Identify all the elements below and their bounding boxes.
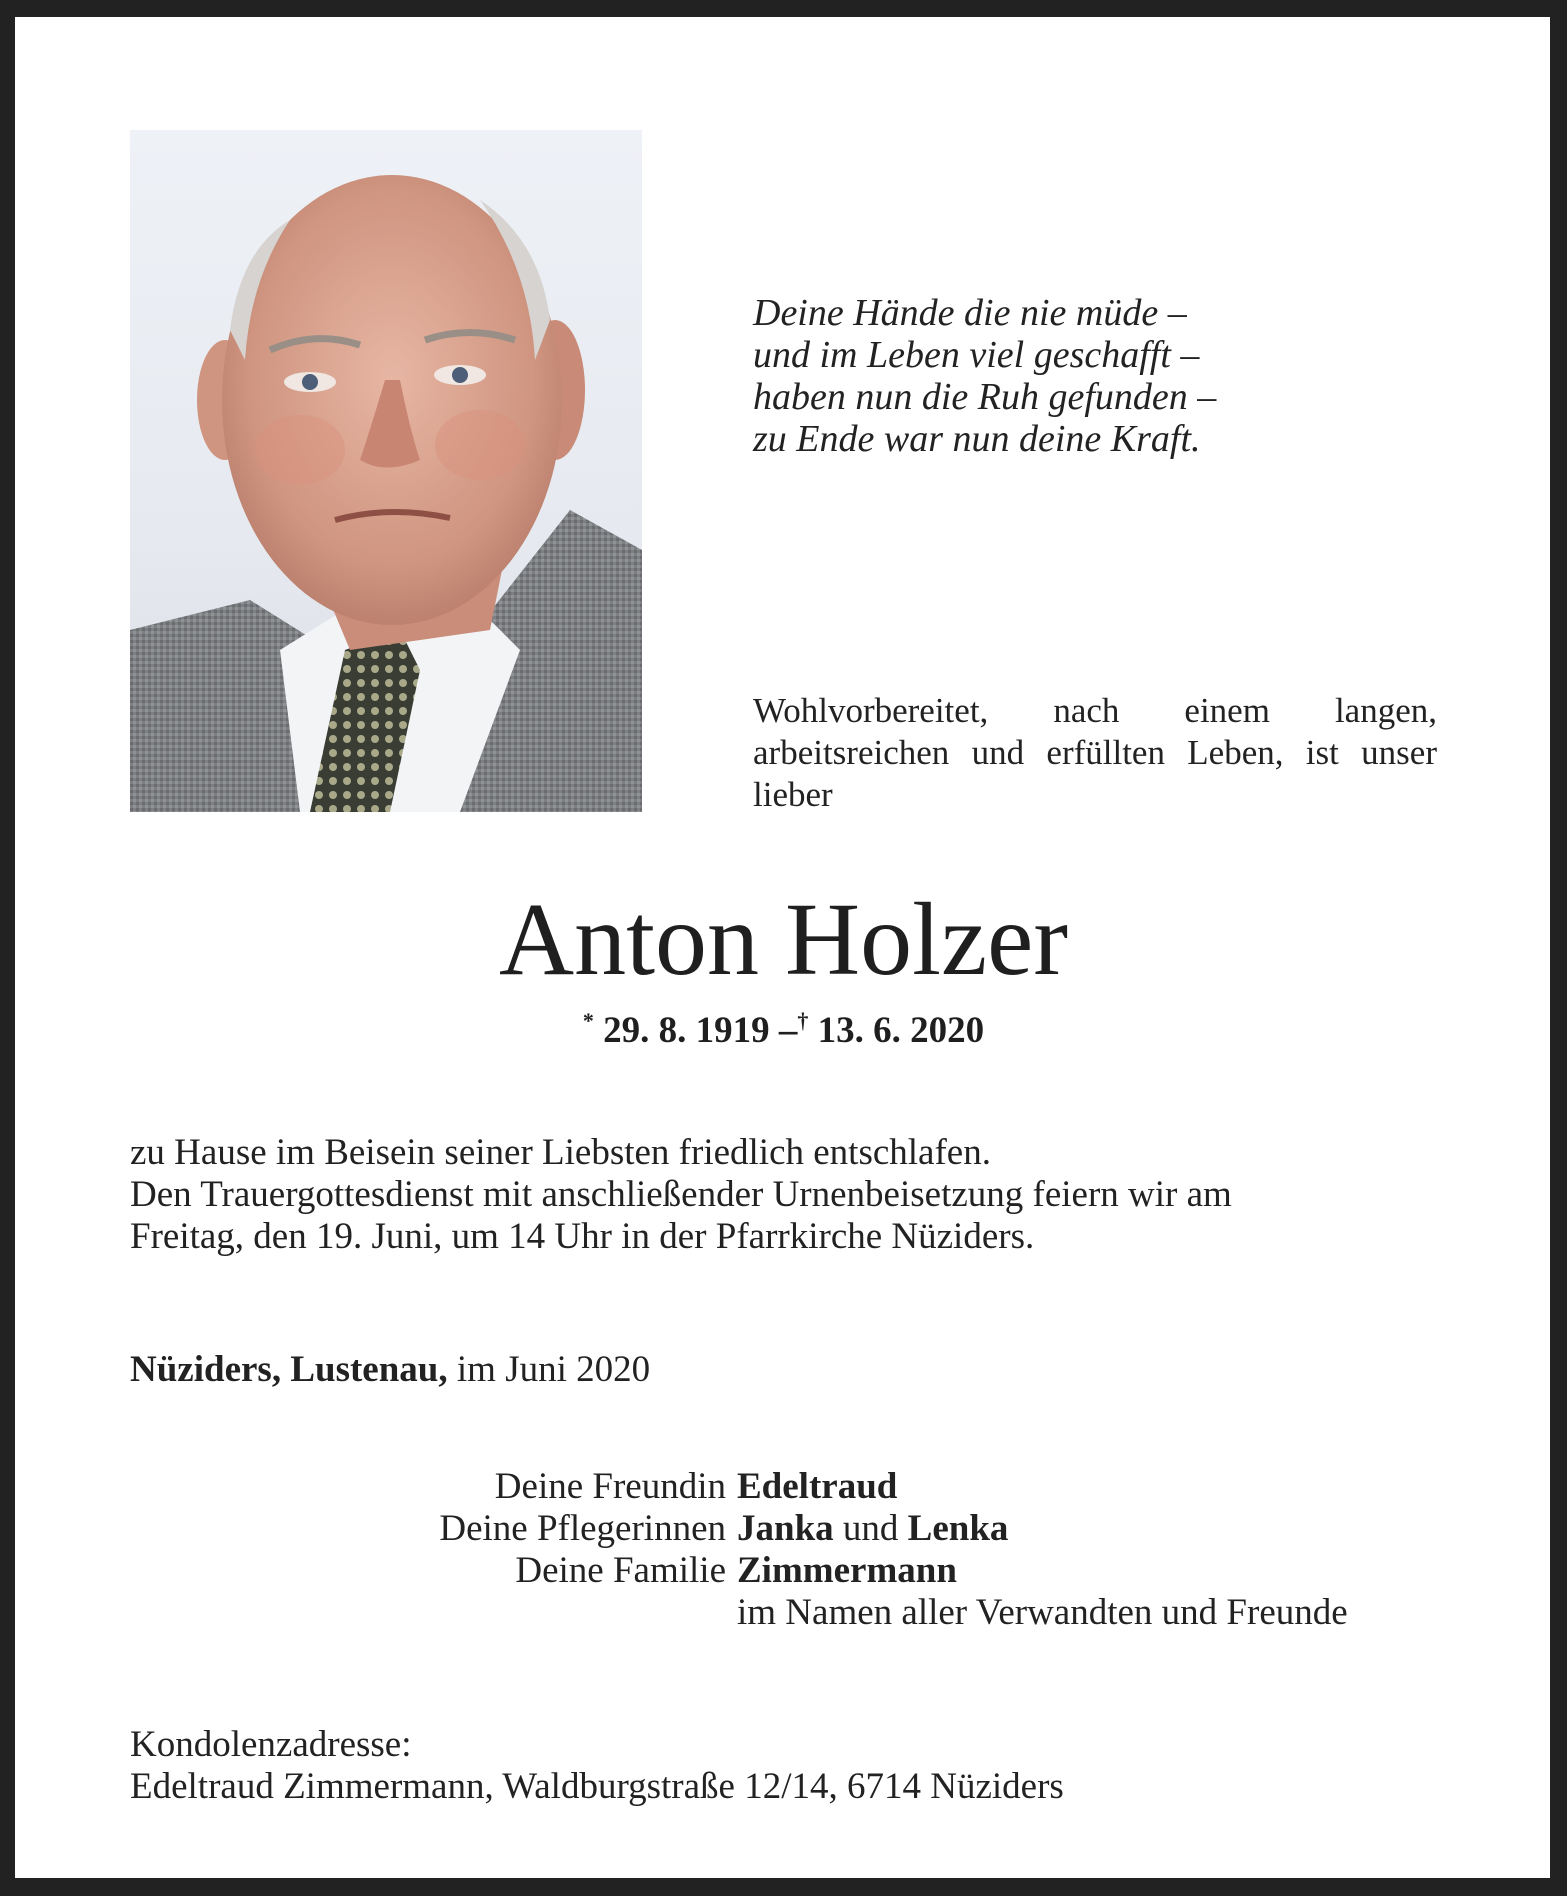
birth-date: 29. 8. 1919 [603,1010,770,1051]
conjunction: und [842,1508,899,1549]
poem-line: zu Ende war nun deine Kraft. [753,418,1201,460]
mourner-row [0,1550,1567,1592]
life-dates [0,1008,1567,1052]
place-names: Nüziders, Lustenau, [130,1349,448,1390]
mourner-row [0,1508,1567,1550]
closing-line: im Namen aller Verwandten und Freunde [737,1592,1348,1633]
mourner-name: Lenka [907,1508,1009,1549]
body-line: Den Trauergottesdienst mit anschließender Urnenbeisetzung feiern wir am [130,1174,1232,1215]
deceased-name: Anton Holzer [499,882,1068,997]
condolence-address [130,1724,1064,1808]
poem-line: und im Leben viel geschafft – [753,334,1200,376]
place-and-date [130,1348,650,1391]
mourners-list [0,1466,1567,1634]
mourner-name: Janka [737,1508,834,1549]
date-separator: – [778,1010,798,1051]
condolence-address-line: Edeltraud Zimmermann, Waldburgstraße 12/14, 6714 Nüziders [130,1766,1064,1807]
mourner-row [0,1592,1567,1634]
mourner-label: Deine Familie [515,1550,726,1591]
mourner-label: Deine Freundin [494,1466,726,1507]
mourner-label: Deine Pflegerinnen [439,1508,726,1549]
poem-line: Deine Hände die nie müde – [753,292,1187,334]
death-date: 13. 6. 2020 [817,1010,985,1051]
poem-line: haben nun die Ruh gefunden – [753,376,1217,418]
intro-text: Wohlvorbereitet, nach einem langen, arbeitsreichen und erfüllten Leben, ist unser lieber [753,691,1437,814]
mourner-row [0,1466,1567,1508]
death-symbol: † [797,1008,809,1033]
mourner-name: Edeltraud [737,1466,898,1507]
portrait-photo [130,130,642,812]
condolence-label: Kondolenzadresse: [130,1724,412,1765]
mourner-name: Zimmermann [737,1550,957,1591]
announcement-body [130,1132,1440,1258]
body-line: zu Hause im Beisein seiner Liebsten friedlich entschlafen. [130,1132,991,1173]
date-text: im Juni 2020 [456,1349,651,1390]
body-line: Freitag, den 19. Juni, um 14 Uhr in der Pfarrkirche Nüziders. [130,1216,1035,1257]
poem [753,292,1353,460]
birth-symbol: * [582,1008,594,1033]
